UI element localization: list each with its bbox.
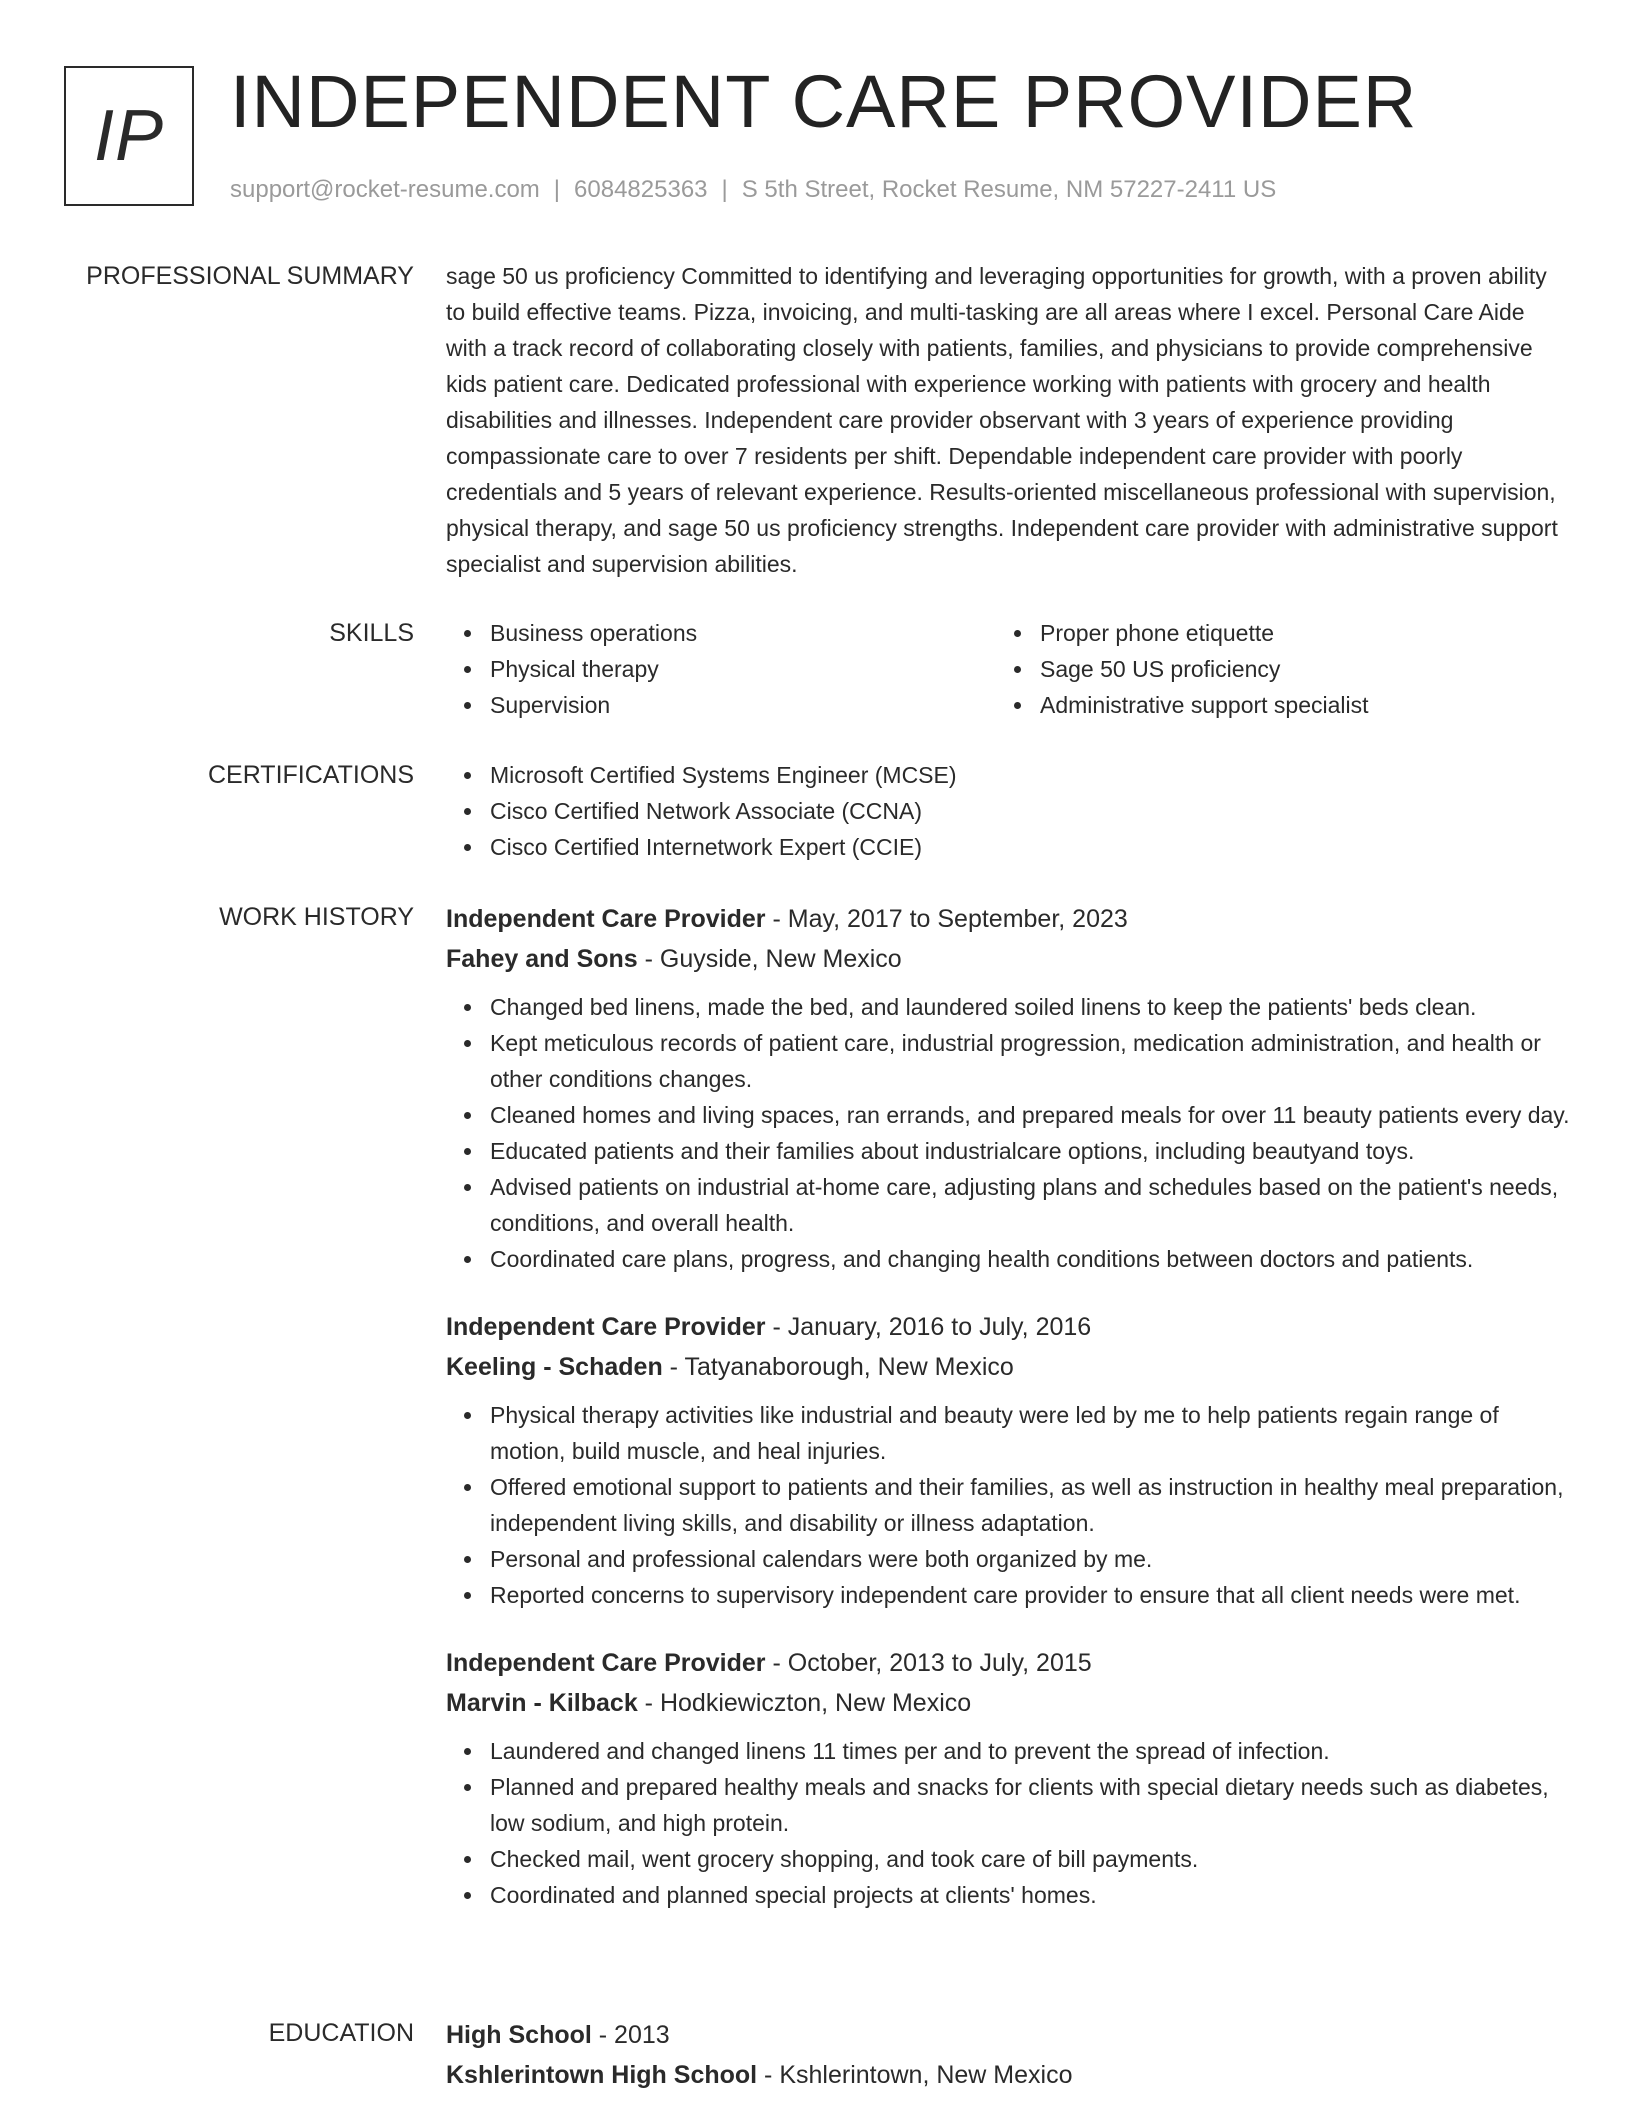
job-location: - Hodkiewiczton, New Mexico bbox=[637, 1689, 972, 1717]
resume-title: INDEPENDENT CARE PROVIDER bbox=[230, 60, 1418, 143]
skill-item: Business operations bbox=[490, 615, 996, 651]
contact-separator: | bbox=[553, 176, 561, 203]
job-title: Independent Care Provider bbox=[446, 1313, 766, 1341]
job-bullet: Reported concerns to supervisory independent care provider to ensure that all client needs were met. bbox=[490, 1577, 1570, 1613]
skill-item: Administrative support specialist bbox=[1040, 687, 1546, 723]
job-bullet: Personal and professional calendars were both organized by me. bbox=[490, 1541, 1570, 1577]
certification-item: Cisco Certified Internetwork Expert (CCIE) bbox=[490, 829, 1570, 865]
job-title-line bbox=[446, 899, 1570, 939]
education-location: - Kshlerintown, New Mexico bbox=[757, 2061, 1073, 2089]
work-history-body bbox=[446, 899, 1570, 1943]
skills-grid bbox=[446, 615, 1570, 723]
contact-line bbox=[230, 176, 1276, 204]
job-bullet: Educated patients and their families about industrialcare options, including beautyand toys. bbox=[490, 1133, 1570, 1169]
certification-item: Cisco Certified Network Associate (CCNA) bbox=[490, 793, 1570, 829]
job-bullet: Changed bed linens, made the bed, and laundered soiled linens to keep the patients' beds clean. bbox=[490, 989, 1570, 1025]
contact-phone[interactable]: 6084825363 bbox=[574, 176, 708, 203]
skills-column-left bbox=[446, 615, 996, 723]
job-dates: - January, 2016 to July, 2016 bbox=[765, 1313, 1092, 1341]
contact-separator: | bbox=[721, 176, 728, 203]
job-bullet: Planned and prepared healthy meals and snacks for clients with special dietary needs such as diabetes, low sodium, and high protein. bbox=[490, 1769, 1570, 1841]
job-title-line bbox=[446, 1307, 1570, 1347]
job-title: Independent Care Provider bbox=[446, 905, 766, 933]
certifications-body bbox=[446, 757, 1570, 865]
skill-item: Physical therapy bbox=[490, 651, 996, 687]
job-bullet: Coordinated and planned special projects at clients' homes. bbox=[490, 1877, 1570, 1913]
summary-text: sage 50 us proficiency Committed to identifying and leveraging opportunities for growth, with a proven ability to build effective teams. Pizza, invoicing, and multi-tasking are all areas where I excel. Personal Care Aide with a track record of collaborating closely with patients, families, and physicians to provide comprehensive kids patient care. Dedicated professional with experience working with patients with grocery and health disabilities and illnesses. Independent care provider observant with 3 years of experience providing compassionate care to over 7 residents per shift. Dependable independent care provider with poorly credentials and 5 years of relevant experience. Results-oriented miscellaneous professional with supervision, physical therapy, and sage 50 us proficiency strengths. Independent care provider with administrative support specialist and supervision abilities. bbox=[446, 263, 1558, 577]
job-company: Fahey and Sons bbox=[446, 945, 638, 973]
contact-email[interactable]: support@rocket-resume.com bbox=[230, 176, 540, 203]
skill-item: Supervision bbox=[490, 687, 996, 723]
section-label-summary: PROFESSIONAL SUMMARY bbox=[86, 262, 414, 290]
job-company-line bbox=[446, 1347, 1570, 1387]
certification-item: Microsoft Certified Systems Engineer (MCSE) bbox=[490, 757, 1570, 793]
job-bullet: Physical therapy activities like industrial and beauty were led by me to help patients regain range of motion, build muscle, and heal injuries. bbox=[490, 1397, 1570, 1469]
job-bullet: Cleaned homes and living spaces, ran errands, and prepared meals for over 11 beauty patients every day. bbox=[490, 1097, 1570, 1133]
job-entry bbox=[446, 1643, 1570, 1913]
education-body bbox=[446, 2015, 1570, 2095]
job-bullet: Kept meticulous records of patient care, industrial progression, medication administration, and health or other conditions changes. bbox=[490, 1025, 1570, 1097]
job-company: Keeling - Schaden bbox=[446, 1353, 663, 1381]
job-title-line bbox=[446, 1643, 1570, 1683]
education-school: Kshlerintown High School bbox=[446, 2061, 758, 2089]
job-company-line bbox=[446, 1683, 1570, 1723]
job-dates: - October, 2013 to July, 2015 bbox=[765, 1649, 1092, 1677]
skills-column-right bbox=[996, 615, 1546, 723]
job-location: - Tatyanaborough, New Mexico bbox=[662, 1353, 1014, 1381]
education-year: - 2013 bbox=[591, 2021, 670, 2049]
summary-body bbox=[446, 258, 1570, 582]
skill-item: Proper phone etiquette bbox=[1040, 615, 1546, 651]
section-label-work-history: WORK HISTORY bbox=[219, 903, 414, 931]
job-title: Independent Care Provider bbox=[446, 1649, 766, 1677]
job-location: - Guyside, New Mexico bbox=[637, 945, 902, 973]
education-school-line bbox=[446, 2055, 1570, 2095]
job-dates: - May, 2017 to September, 2023 bbox=[765, 905, 1128, 933]
job-company-line bbox=[446, 939, 1570, 979]
job-bullet: Advised patients on industrial at-home care, adjusting plans and schedules based on the patient's needs, conditions, and overall health. bbox=[490, 1169, 1570, 1241]
section-label-skills: SKILLS bbox=[329, 619, 414, 647]
education-degree-line bbox=[446, 2015, 1570, 2055]
job-bullet: Checked mail, went grocery shopping, and took care of bill payments. bbox=[490, 1841, 1570, 1877]
education-degree: High School bbox=[446, 2021, 592, 2049]
job-entry bbox=[446, 1307, 1570, 1613]
skill-item: Sage 50 US proficiency bbox=[1040, 651, 1546, 687]
section-label-education: EDUCATION bbox=[268, 2019, 414, 2047]
job-bullet: Laundered and changed linens 11 times per and to prevent the spread of infection. bbox=[490, 1733, 1570, 1769]
job-company: Marvin - Kilback bbox=[446, 1689, 638, 1717]
job-bullet: Offered emotional support to patients and their families, as well as instruction in healthy meal preparation, independent living skills, and disability or illness adaptation. bbox=[490, 1469, 1570, 1541]
monogram-logo: IP bbox=[64, 66, 194, 206]
section-label-certifications: CERTIFICATIONS bbox=[207, 761, 414, 789]
contact-address: S 5th Street, Rocket Resume, NM 57227-2411 US bbox=[741, 176, 1277, 203]
job-entry bbox=[446, 899, 1570, 1277]
job-bullet: Coordinated care plans, progress, and changing health conditions between doctors and patients. bbox=[490, 1241, 1570, 1277]
